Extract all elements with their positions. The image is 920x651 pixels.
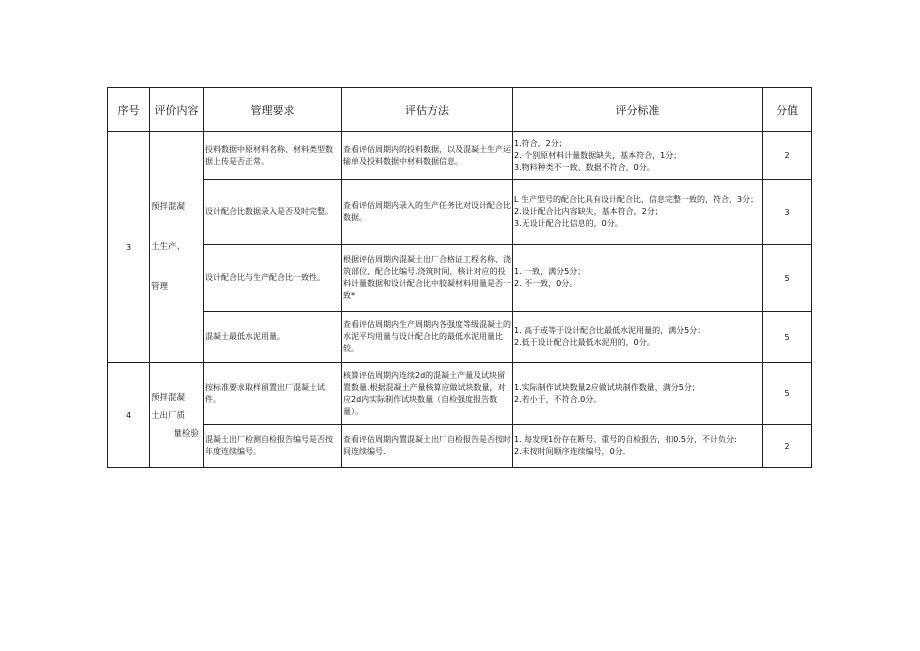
table-row xyxy=(108,312,812,363)
score-cell: 5 xyxy=(763,363,812,425)
criteria-cell: 1. 一致，满分5分； 2. 不一致，0分。 xyxy=(513,245,763,312)
group-content-line: 预拌混凝 xyxy=(151,393,186,403)
requirement-cell: 混凝土出厂检测自检报告编号是否按年度连续编号。 xyxy=(204,425,342,468)
requirement-cell: 混凝土最低水泥用量。 xyxy=(204,312,342,363)
score-cell: 3 xyxy=(763,180,812,245)
score-cell: 2 xyxy=(763,132,812,180)
group-content-line: 量检验 xyxy=(173,429,199,439)
header-method: 评估方法 xyxy=(342,88,513,132)
header-score: 分值 xyxy=(763,88,812,132)
method-cell: 查看评估周期内生产周期内各强度等级混凝土的水泥平均用量与设计配合比的最低水泥用量比较。 xyxy=(342,312,513,363)
requirement-cell: 设计配合比与生产配合比一致性。 xyxy=(204,245,342,312)
group-seq: 3 xyxy=(108,132,150,363)
method-cell: 核算评估周期内连续2d的混凝土产量及试块留置数量.根据混凝土产量核算应做试块数量，对应2d内实际制作试块数量（自检强度报告数量）。 xyxy=(342,363,513,425)
group-content-line: 土出厂质 xyxy=(151,411,186,421)
criteria-cell: 1.符合，2分； 2. 个别原材料计量数据缺失，基本符合，1分； 3.物料种类不一致、数据不符合，0分。 xyxy=(513,132,763,180)
criteria-cell: 1. 每发现1份存在断号、重号的自检报告，扣0.5分，不计负分: 2.未按时间顺序连续编号，0分. xyxy=(513,425,763,468)
table-row xyxy=(108,425,812,468)
method-cell: 查看评估周期内置混凝土出厂自检报告是否按时间连续编号. xyxy=(342,425,513,468)
criteria-cell: L 生产型号的配合比具有设计配合比，信息完整一致的，符合，3分； 2.设计配合比内容缺失，基本符合，2分； 3.无设计配合比信息的，0分。 xyxy=(513,180,763,245)
requirement-cell: 按标准要求取样留置出厂混凝土试件。 xyxy=(204,363,342,425)
header-seq: 序号 xyxy=(108,88,150,132)
requirement-cell: 设计配合比数据录入是否及时完整。 xyxy=(204,180,342,245)
group-seq: 4 xyxy=(108,363,150,468)
group-content-line: 管理 xyxy=(151,282,169,292)
requirement-cell: 投料数据中原材料名称、材料类型数据上传是否正常。 xyxy=(204,132,342,180)
criteria-cell: 1.实际制作试块数量2应做试块制作数量，满分5分； 2.若小于，不符合.0分。 xyxy=(513,363,763,425)
method-cell: 查看评估周期内录入的生产任务比对设计配合比数据。 xyxy=(342,180,513,245)
score-cell: 5 xyxy=(763,245,812,312)
table-row xyxy=(108,132,812,180)
score-cell: 2 xyxy=(763,425,812,468)
method-cell: 查看评估周期内的投料数据，以及混凝土生产运输单及投料数据中材料数据信息。 xyxy=(342,132,513,180)
group-content xyxy=(150,132,204,363)
header-content: 评价内容 xyxy=(150,88,204,132)
table-row xyxy=(108,363,812,425)
table-row xyxy=(108,245,812,312)
criteria-cell: 1. 高于或等于设计配合比最低水泥用量的，满分5分： 2.低于设计配合比最低水泥用的，0分。 xyxy=(513,312,763,363)
score-cell: 5 xyxy=(763,312,812,363)
group-content xyxy=(150,363,204,468)
header-criteria: 评分标准 xyxy=(513,88,763,132)
method-cell: 根据评估周期内混凝土出厂合格证工程名称、浇筑部位、配合比编号.浇筑时间，核计对应的投料计量数据和设计配合比中胶凝材料用量是否一致* xyxy=(342,245,513,312)
group-content-line: 土生产、 xyxy=(151,242,186,252)
group-content-line: 预拌混凝 xyxy=(151,202,186,212)
table-row xyxy=(108,180,812,245)
header-row xyxy=(108,88,812,132)
evaluation-table xyxy=(107,87,812,468)
header-requirement: 管理要求 xyxy=(204,88,342,132)
